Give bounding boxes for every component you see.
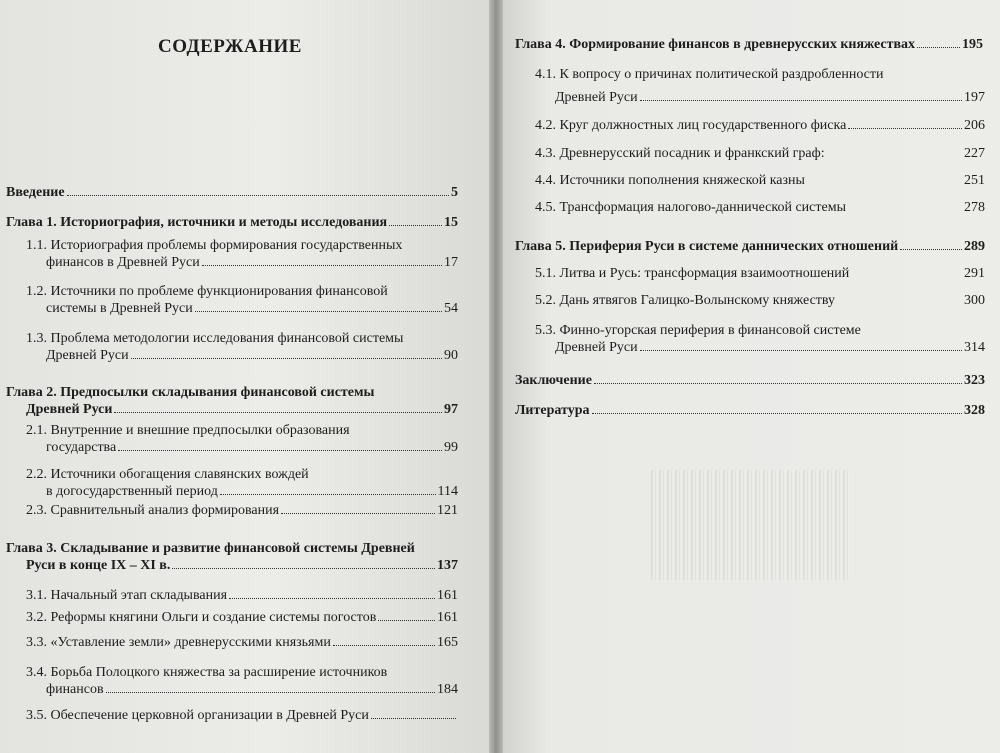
- toc-entry-5-1: [535, 265, 985, 282]
- toc-entry-3-3: [26, 634, 458, 651]
- toc-entry-title-cont: в догосударственный период: [46, 484, 218, 499]
- toc-entry-title: Глава 4. Формирование финансов в древнерусских княжествах: [515, 37, 916, 52]
- toc-entry-title-cont: Древней Руси: [46, 348, 129, 363]
- toc-entry-3-4: [26, 664, 458, 698]
- left-page: [0, 0, 493, 753]
- toc-entry-title: 4.2. Круг должностных лиц государственного фиска: [535, 118, 847, 133]
- toc-entry-title: 4.1. К вопросу о причинах политической раздробленности: [535, 67, 884, 82]
- toc-entry-4-1: [535, 66, 985, 106]
- page-title: СОДЕРЖАНИЕ: [158, 36, 302, 57]
- toc-entry-page: 54: [444, 301, 458, 316]
- toc-entry-page: 197: [964, 90, 985, 105]
- toc-entry-title: 1.1. Историография проблемы формирования государственных: [26, 238, 403, 253]
- toc-entry-page: 137: [437, 558, 458, 573]
- toc-entry-page: 99: [444, 440, 458, 455]
- toc-entry-title: Литература: [515, 403, 590, 418]
- toc-entry-page: 195: [962, 37, 983, 52]
- toc-entry-title-cont: Древней Руси: [26, 402, 113, 417]
- toc-entry-bibliography: [515, 402, 985, 419]
- toc-entry-title: Глава 1. Историография, источники и методы исследования: [6, 215, 388, 230]
- toc-entry-title-cont: Древней Руси: [555, 90, 638, 105]
- toc-entry-title: Заключение: [515, 373, 592, 388]
- toc-entry-title: 4.3. Древнерусский посадник и франкский граф:: [535, 146, 825, 161]
- toc-entry-intro: [6, 184, 458, 201]
- toc-entry-4-2: [535, 117, 985, 134]
- toc-entry-page: 15: [444, 215, 458, 230]
- toc-entry-title-cont: государства: [46, 440, 117, 455]
- toc-entry-1-2: [26, 283, 458, 317]
- toc-entry-title-cont: финансов в Древней Руси: [46, 255, 200, 270]
- toc-entry-chapter-5: [515, 238, 985, 255]
- toc-entry-title: 5.3. Финно-угорская периферия в финансовой системе: [535, 323, 861, 338]
- toc-entry-1-1: [26, 237, 458, 271]
- toc-entry-title: 3.2. Реформы княгини Ольги и создание системы погостов: [26, 610, 377, 625]
- toc-entry-title: 3.4. Борьба Полоцкого княжества за расширение источников: [26, 665, 388, 680]
- toc-entry-title: 5.2. Дань ятвягов Галицко-Волынскому княжеству: [535, 293, 836, 308]
- toc-entry-title: 2.2. Источники обогащения славянских вождей: [26, 467, 309, 482]
- toc-entry-conclusion: [515, 372, 985, 389]
- toc-entry-title: 3.1. Начальный этап складывания: [26, 588, 228, 603]
- toc-entry-page: 323: [964, 373, 985, 388]
- toc-entry-5-2: [535, 292, 985, 309]
- toc-entry-chapter-4: [515, 36, 983, 53]
- toc-entry-3-5: [26, 707, 458, 724]
- toc-entry-4-4: [535, 172, 985, 189]
- toc-entry-page: 291: [964, 266, 985, 281]
- toc-entry-page: 161: [437, 610, 458, 625]
- book-gutter: [489, 0, 503, 753]
- toc-entry-page: 90: [444, 348, 458, 363]
- toc-entry-5-3: [535, 322, 985, 356]
- toc-entry-2-3: [26, 502, 458, 519]
- toc-entry-title: 3.5. Обеспечение церковной организации в Древней Руси: [26, 708, 369, 723]
- toc-entry-page: 289: [964, 239, 985, 254]
- toc-entry-page: 5: [451, 185, 458, 200]
- toc-entry-page: 121: [437, 503, 458, 518]
- toc-entry-title: 1.3. Проблема методологии исследования финансовой системы: [26, 331, 404, 346]
- toc-entry-page: 251: [964, 173, 985, 188]
- toc-entry-chapter-1: [6, 214, 458, 231]
- toc-entry-title: Глава 3. Складывание и развитие финансовой системы Древней: [6, 541, 415, 556]
- toc-entry-chapter-3: [6, 540, 458, 574]
- toc-entry-page: 328: [964, 403, 985, 418]
- toc-entry-page: 165: [437, 635, 458, 650]
- toc-entry-page: 206: [964, 118, 985, 133]
- toc-entry-title-cont: финансов: [46, 682, 104, 697]
- toc-entry-4-5: [535, 199, 985, 216]
- toc-entry-page: 278: [964, 200, 985, 215]
- toc-entry-title: 1.2. Источники по проблеме функционирования финансовой: [26, 284, 388, 299]
- toc-entry-title: Глава 2. Предпосылки складывания финансовой системы: [6, 385, 375, 400]
- toc-entry-title: 4.5. Трансформация налогово-даннической системы: [535, 200, 846, 215]
- barcode-bleed-through: [651, 470, 851, 580]
- toc-entry-1-3: [26, 330, 458, 364]
- toc-entry-title: Глава 5. Периферия Руси в системе даннических отношений: [515, 239, 899, 254]
- toc-entry-title-cont: системы в Древней Руси: [46, 301, 193, 316]
- toc-entry-page: 161: [437, 588, 458, 603]
- toc-entry-page: 17: [444, 255, 458, 270]
- toc-entry-page: 227: [964, 146, 985, 161]
- toc-entry-2-1: [26, 422, 458, 456]
- toc-entry-title: 3.3. «Уставление земли» древнерусскими князьями: [26, 635, 331, 650]
- toc-entry-page: 97: [444, 402, 458, 417]
- toc-entry-page: 114: [437, 484, 458, 499]
- toc-entry-chapter-2: [6, 384, 458, 418]
- toc-entry-title-cont: Руси в конце IX – XI в.: [26, 558, 171, 573]
- toc-entry-title: Введение: [6, 185, 65, 200]
- toc-entry-2-2: [26, 466, 458, 500]
- toc-entry-title-cont: Древней Руси: [555, 340, 638, 355]
- toc-entry-3-2: [26, 609, 458, 626]
- toc-entry-page: 300: [964, 293, 985, 308]
- toc-entry-4-3: [535, 145, 985, 162]
- toc-entry-title: 4.4. Источники пополнения княжеской казны: [535, 173, 805, 188]
- toc-entry-page: 314: [964, 340, 985, 355]
- toc-entry-title: 2.3. Сравнительный анализ формирования: [26, 503, 280, 518]
- toc-entry-3-1: [26, 587, 458, 604]
- toc-entry-title: 5.1. Литва и Русь: трансформация взаимоотношений: [535, 266, 850, 281]
- toc-entry-title: 2.1. Внутренние и внешние предпосылки образования: [26, 423, 350, 438]
- toc-entry-page: 184: [437, 682, 458, 697]
